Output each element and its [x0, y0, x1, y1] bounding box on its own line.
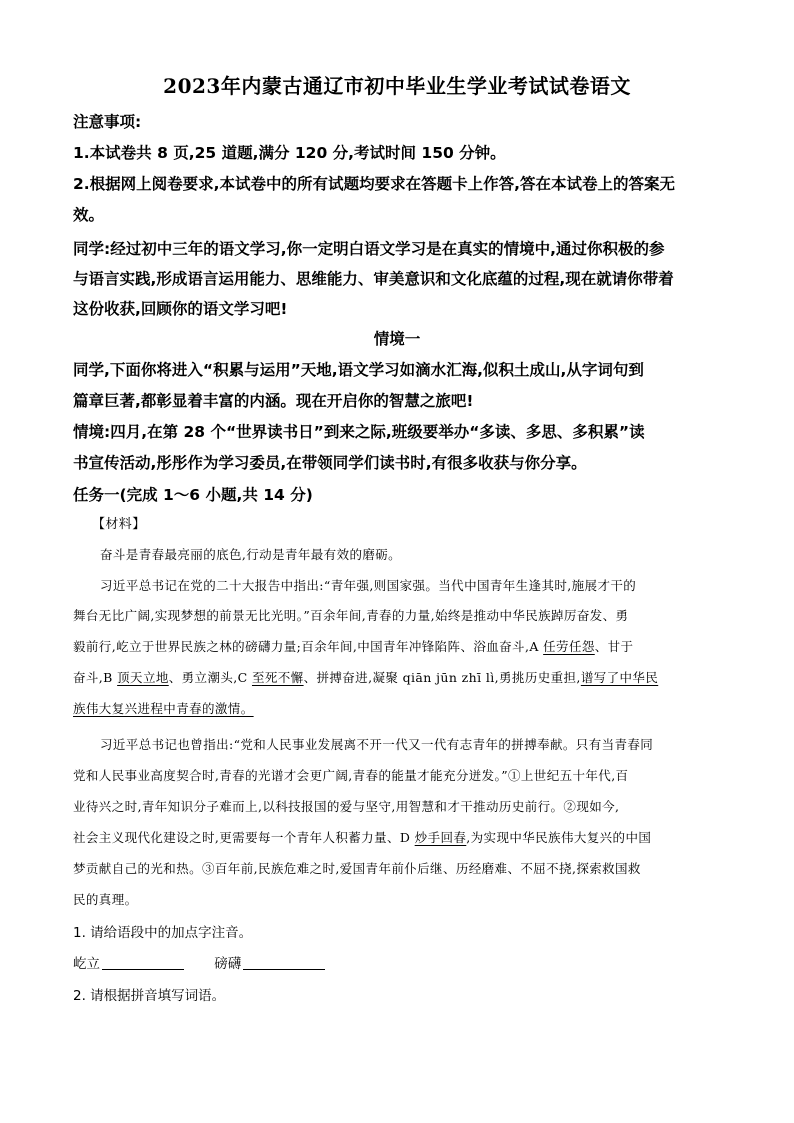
material-p2-line-1: 习近平总书记在党的二十大报告中指出:“青年强,则国家强。当代中国青年生逢其时,施展才干的: [100, 578, 637, 593]
word-a: 任劳任怨: [543, 639, 595, 654]
material-p2-line-5: 族伟大复兴进程中青春的激情。: [73, 701, 254, 716]
section-intro-line-1: 同学,下面你将进入“积累与运用”天地,语文学习如滴水汇海,似积土成山,从字词句到: [73, 361, 644, 379]
word-c: 至死不懈: [251, 670, 304, 685]
material-p3-line-1: 习近平总书记也曾指出:“党和人民事业发展离不开一代又一代有志青年的拼搏奉献。只有当青春同: [100, 737, 654, 752]
material-p3-line-6: 民的真理。: [73, 892, 138, 907]
situation-line-1: 情境:四月,在第 28 个“世界读书日”到来之际,班级要举办“多读、多思、多积累”读: [73, 423, 645, 441]
material-p3-line-3: 业待兴之时,青年知识分子难而上,以科技报国的爱与坚守,用智慧和才干推动历史前行。②现如今,: [73, 799, 620, 814]
intro-line-1: 同学:经过初中三年的语文学习,你一定明白语文学习是在真实的情境中,通过你积极的参: [73, 240, 665, 258]
word-yili: 屹立: [73, 956, 100, 972]
material-p2-line-3: 毅前行,屹立于世界民族之林的磅礴力量;百余年间,中国青年冲锋陷阵、浴血奋斗,A 任劳任怨、甘于: [73, 639, 634, 654]
exam-title: 2023年内蒙古通辽市初中毕业生学业考试试卷语文: [163, 74, 631, 98]
material-p3-line-2: 党和人民事业高度契合时,青春的光谱才会更广阔,青春的能量才能充分迸发。”①上世纪五十年代,百: [73, 768, 629, 783]
notice-item-1: 1.本试卷共 8 页,25 道题,满分 120 分,考试时间 150 分钟。: [73, 144, 506, 162]
question-1: 1. 请给语段中的加点字注音。: [73, 925, 253, 941]
notice-heading: 注意事项:: [73, 113, 142, 131]
material-p3-line-5: 梦贡献自己的光和热。③百年前,民族危难之时,爱国青年前仆后继、历经磨难、不屈不挠,探索救国救: [73, 861, 641, 876]
material-p3-line-4: 社会主义现代化建设之时,更需要每一个青年人积蓄力量、D 炒手回春,为实现中华民族伟大复兴的中国: [73, 830, 652, 845]
question-1-answers: [73, 952, 325, 972]
intro-line-3: 这份收获,回顾你的语文学习吧!: [73, 300, 288, 318]
answer-blank-1[interactable]: [102, 955, 184, 970]
material-p2-line-2: 舞台无比广阔,实现梦想的前景无比光明。”百余年间,青春的力量,始终是推动中华民族踔厉奋发、勇: [73, 608, 629, 623]
underlined-sentence: 谱写了中华民: [580, 670, 659, 685]
answer-blank-2[interactable]: [243, 955, 325, 970]
word-pangbo: 磅礴: [214, 956, 242, 972]
notice-item-2-cont: 效。: [73, 206, 105, 224]
question-2: 2. 请根据拼音填写词语。: [73, 988, 226, 1004]
word-d: 炒手回春: [414, 830, 467, 845]
material-label: 【材料】: [92, 517, 146, 532]
material-p1: 奋斗是青春最亮丽的底色,行动是青年最有效的磨砺。: [100, 547, 402, 562]
intro-line-2: 与语言实践,形成语言运用能力、思维能力、审美意识和文化底蕴的过程,现在就请你带着: [73, 270, 674, 288]
situation-line-2: 书宣传活动,彤彤作为学习委员,在带领同学们读书时,有很多收获与你分享。: [73, 454, 587, 472]
section-intro-line-2: 篇章巨著,都彰显着丰富的内涵。现在开启你的智慧之旅吧!: [73, 392, 474, 410]
word-b: 顶天立地: [117, 670, 169, 685]
task-heading: 任务一(完成 1～6 小题,共 14 分): [73, 486, 313, 504]
material-p2-line-4: 奋斗,B 顶天立地、勇立潮头,C 至死不懈、拼搏奋进,凝聚 qiān jūn zhī lì,勇挑历史重担,谱写了中华民: [73, 670, 659, 685]
notice-item-2: 2.根据网上阅卷要求,本试卷中的所有试题均要求在答题卡上作答,答在本试卷上的答案无: [73, 175, 675, 193]
section-title: 情境一: [373, 330, 421, 348]
